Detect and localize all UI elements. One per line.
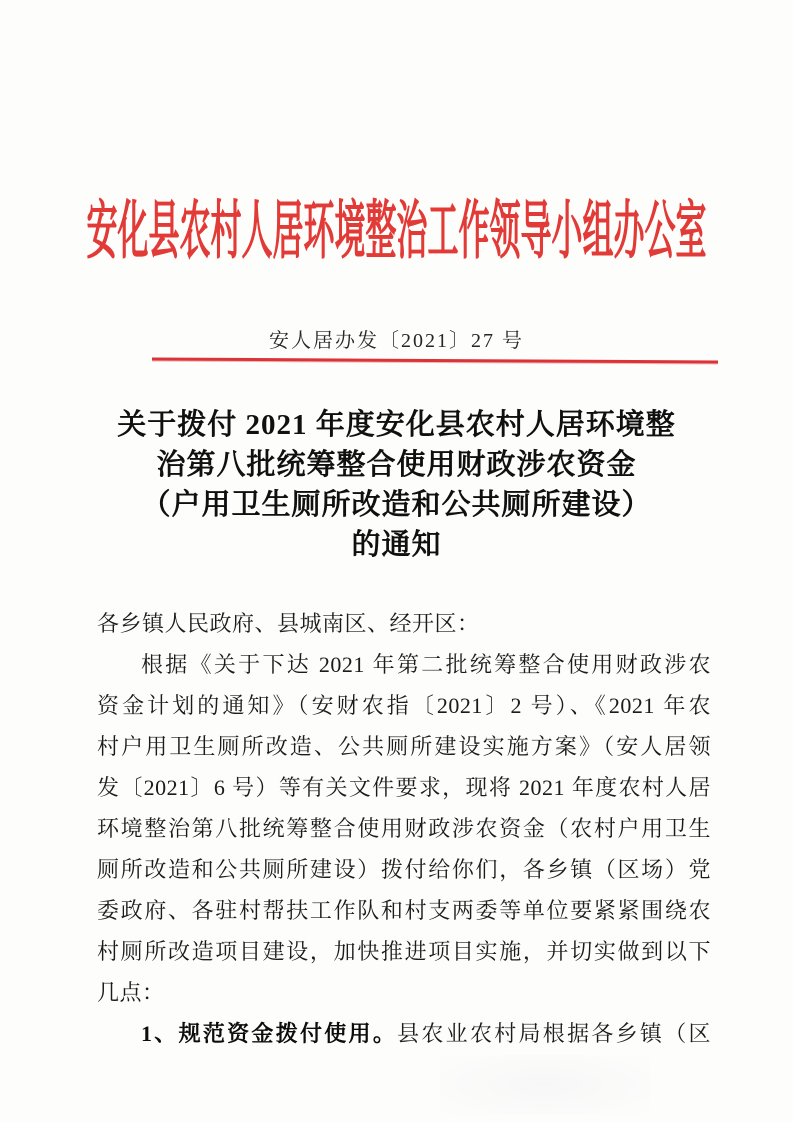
document-number: 安人居办发〔2021〕27 号 bbox=[269, 330, 524, 352]
agency-masthead-title: 安化县农村人居环境整治工作领导小组办公室 bbox=[86, 195, 707, 267]
body-line: 村户用卫生厕所改造、公共厕所建设实施方案》（安人居领 bbox=[97, 734, 711, 759]
red-separator-line bbox=[152, 358, 718, 364]
salutation-line: 各乡镇人民政府、县城南区、经开区： bbox=[97, 611, 480, 636]
title-line-2: 治第八批统筹整合使用财政涉农资金 bbox=[156, 449, 637, 481]
title-line-4: 的通知 bbox=[351, 529, 442, 561]
body-line: 环境整治第八批统筹整合使用财政涉农资金（农村户用卫生 bbox=[97, 816, 711, 841]
document-body bbox=[97, 603, 711, 1054]
title-line-1: 关于拨付 2021 年度安化县农村人居环境整 bbox=[117, 409, 676, 441]
body-line-item-1 bbox=[97, 1013, 711, 1054]
body-line: 几点： bbox=[97, 980, 165, 1005]
title-line-3: （户用卫生厕所改造和公共厕所建设） bbox=[141, 489, 652, 521]
scan-ghosting-artifact bbox=[440, 1055, 650, 1115]
body-line: 资金计划的通知》（安财农指〔2021〕2 号）、《2021 年农 bbox=[97, 693, 711, 718]
body-line: 根据《关于下达 2021 年第二批统筹整合使用财政涉农 bbox=[141, 652, 711, 677]
item-1-bold-lead: 1、规范资金拨付使用。 bbox=[141, 1021, 398, 1046]
body-line: 村厕所改造项目建设，加快推进项目实施，并切实做到以下 bbox=[97, 939, 711, 964]
body-line: 发〔2021〕6 号）等有关文件要求，现将 2021 年度农村人居 bbox=[97, 775, 711, 800]
item-1-text: 县农业农村局根据各乡镇（区 bbox=[397, 1021, 711, 1046]
body-line: 厕所改造和公共厕所建设）拨付给你们，各乡镇（区场）党 bbox=[97, 857, 711, 882]
body-line: 委政府、各驻村帮扶工作队和村支两委等单位要紧紧围绕农 bbox=[97, 898, 711, 923]
document-title bbox=[40, 405, 753, 565]
